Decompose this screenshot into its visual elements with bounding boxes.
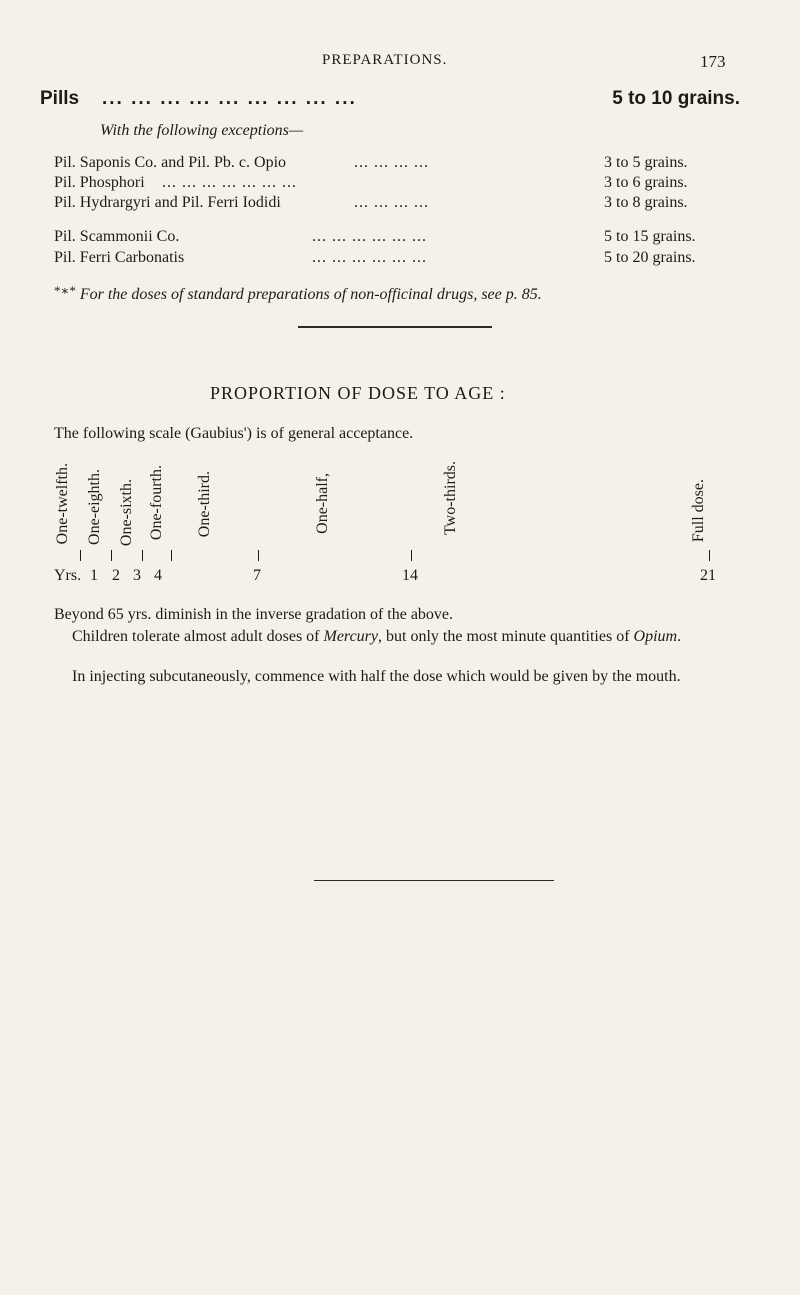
- fraction-label: Full dose.: [690, 479, 707, 543]
- exception-dose: 3 to 8 grains.: [604, 194, 688, 211]
- emphasis-mercury: Mercury: [323, 628, 378, 645]
- exception-row: [54, 228, 744, 250]
- section-divider: [298, 326, 492, 328]
- text-span: , but only the most minute quantities of: [378, 628, 634, 645]
- fraction-label: Two-thirds.: [442, 461, 459, 535]
- exception-row: [54, 154, 744, 176]
- pills-dose: 5 to 10 grains.: [612, 88, 740, 109]
- exception-leader: ... ... ... ...: [354, 194, 429, 211]
- bottom-divider: [314, 880, 554, 881]
- exception-dose: 5 to 20 grains.: [604, 249, 696, 266]
- exception-name: Pil. Ferri Carbonatis: [54, 249, 185, 266]
- text-span: .: [677, 628, 682, 645]
- running-head-title: PREPARATIONS.: [322, 52, 448, 68]
- exception-leader: ... ... ... ... ... ...: [312, 228, 427, 245]
- scale-tick: [142, 550, 143, 561]
- pills-label: Pills: [40, 88, 80, 109]
- text-span: Children tolerate almost adult doses of: [72, 628, 324, 645]
- scale-tick: [258, 550, 259, 561]
- age-value: 3: [133, 567, 141, 584]
- exception-leader: ... ... ... ... ... ... ...: [162, 174, 297, 191]
- scale-tick: [80, 550, 81, 561]
- exception-row: [54, 249, 744, 271]
- paragraph-injecting: In injecting subcutaneously, commence with half the dose which would be given by the mouth.: [72, 668, 681, 685]
- age-value: 2: [112, 567, 120, 584]
- scale-tick: [709, 550, 710, 561]
- paragraph-children: [54, 627, 754, 647]
- fraction-label: One-sixth.: [118, 479, 135, 547]
- fraction-label: One-twelfth.: [54, 463, 71, 545]
- footnote-text: For the doses of standard preparations of non-officinal drugs, see p. 85.: [79, 286, 542, 303]
- exceptions-intro: With the following exceptions—: [100, 122, 304, 139]
- paragraph-beyond: Beyond 65 yrs. diminish in the inverse gradation of the above.: [54, 606, 454, 623]
- scale-tick: [111, 550, 112, 561]
- scale-tick: [171, 550, 172, 561]
- age-value: 4: [154, 567, 162, 584]
- fraction-label: One-fourth.: [148, 465, 165, 541]
- footnote: [54, 283, 542, 304]
- fraction-label: One-third.: [196, 471, 213, 538]
- pills-leader-dots: ... ... ... ... ... ... ... ... ...: [102, 88, 357, 109]
- exception-name: Pil. Hydrargyri and Pil. Ferri Iodidi: [54, 194, 281, 211]
- scale-intro: The following scale (Gaubius') is of general acceptance.: [54, 425, 414, 442]
- exception-dose: 3 to 6 grains.: [604, 174, 688, 191]
- emphasis-opium: Opium: [633, 628, 678, 645]
- exception-leader: ... ... ... ... ... ...: [312, 249, 427, 266]
- age-value: 21: [700, 567, 716, 584]
- exception-row: [54, 174, 744, 196]
- age-dose-scale: [0, 455, 800, 584]
- exception-name: Pil. Saponis Co. and Pil. Pb. c. Opio: [54, 154, 287, 171]
- age-value: 14: [402, 567, 418, 584]
- exception-leader: ... ... ... ...: [354, 154, 429, 171]
- yrs-label: Yrs.: [54, 567, 82, 584]
- age-value: 7: [253, 567, 261, 584]
- exception-dose: 3 to 5 grains.: [604, 154, 688, 171]
- footnote-mark: *∗*: [54, 283, 76, 298]
- proportion-heading: PROPORTION OF DOSE TO AGE :: [210, 383, 506, 403]
- exception-row: [54, 194, 744, 216]
- pills-dose-row: [40, 88, 740, 114]
- exception-name: Pil. Scammonii Co.: [54, 228, 180, 245]
- scale-tick: [411, 550, 412, 561]
- age-value: 1: [90, 567, 98, 584]
- exception-name: Pil. Phosphori: [54, 174, 145, 191]
- fraction-label: One-eighth.: [86, 469, 103, 545]
- fraction-label: One-half,: [314, 473, 331, 534]
- page-number: 173: [700, 52, 726, 71]
- exception-dose: 5 to 15 grains.: [604, 228, 696, 245]
